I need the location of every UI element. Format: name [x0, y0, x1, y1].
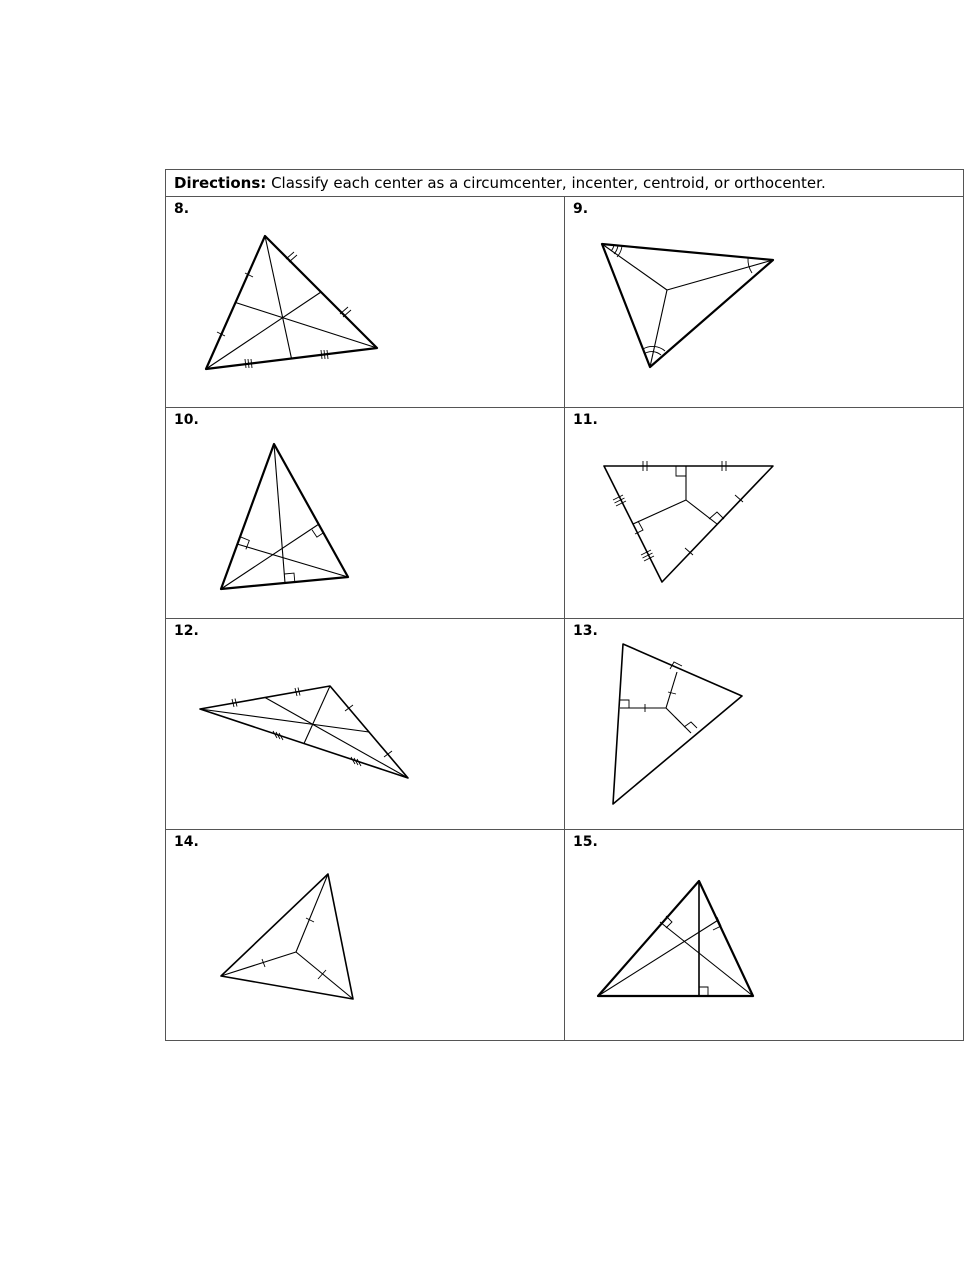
problem-15: [565, 830, 963, 1040]
triangle-figure-14: [166, 830, 564, 1040]
problem-8: [166, 197, 565, 408]
triangle-figure-15: [565, 830, 963, 1040]
triangle-figure-10: [166, 408, 564, 618]
problem-number: 10.: [174, 412, 199, 428]
problem-12: [166, 619, 565, 830]
triangle-figure-9: [565, 197, 963, 407]
problem-number: 14.: [174, 834, 199, 850]
directions-row: [166, 170, 963, 197]
problem-13: [565, 619, 963, 830]
problem-number: 8.: [174, 201, 190, 217]
problem-number: 9.: [573, 201, 589, 217]
problem-grid: [166, 197, 963, 1040]
problem-11: [565, 408, 963, 619]
problem-9: [565, 197, 963, 408]
problem-10: [166, 408, 565, 619]
problem-number: 11.: [573, 412, 598, 428]
problem-number: 13.: [573, 623, 598, 639]
directions-label: Directions:: [174, 174, 267, 192]
triangle-figure-11: [565, 408, 963, 618]
triangle-figure-12: [166, 619, 564, 829]
worksheet-table: [165, 169, 964, 1041]
problem-number: 12.: [174, 623, 199, 639]
triangle-figure-13: [565, 619, 963, 829]
directions-text: Classify each center as a circumcenter, incenter, centroid, or orthocenter.: [271, 174, 826, 192]
triangle-figure-8: [166, 197, 564, 407]
problem-14: [166, 830, 565, 1040]
problem-number: 15.: [573, 834, 598, 850]
